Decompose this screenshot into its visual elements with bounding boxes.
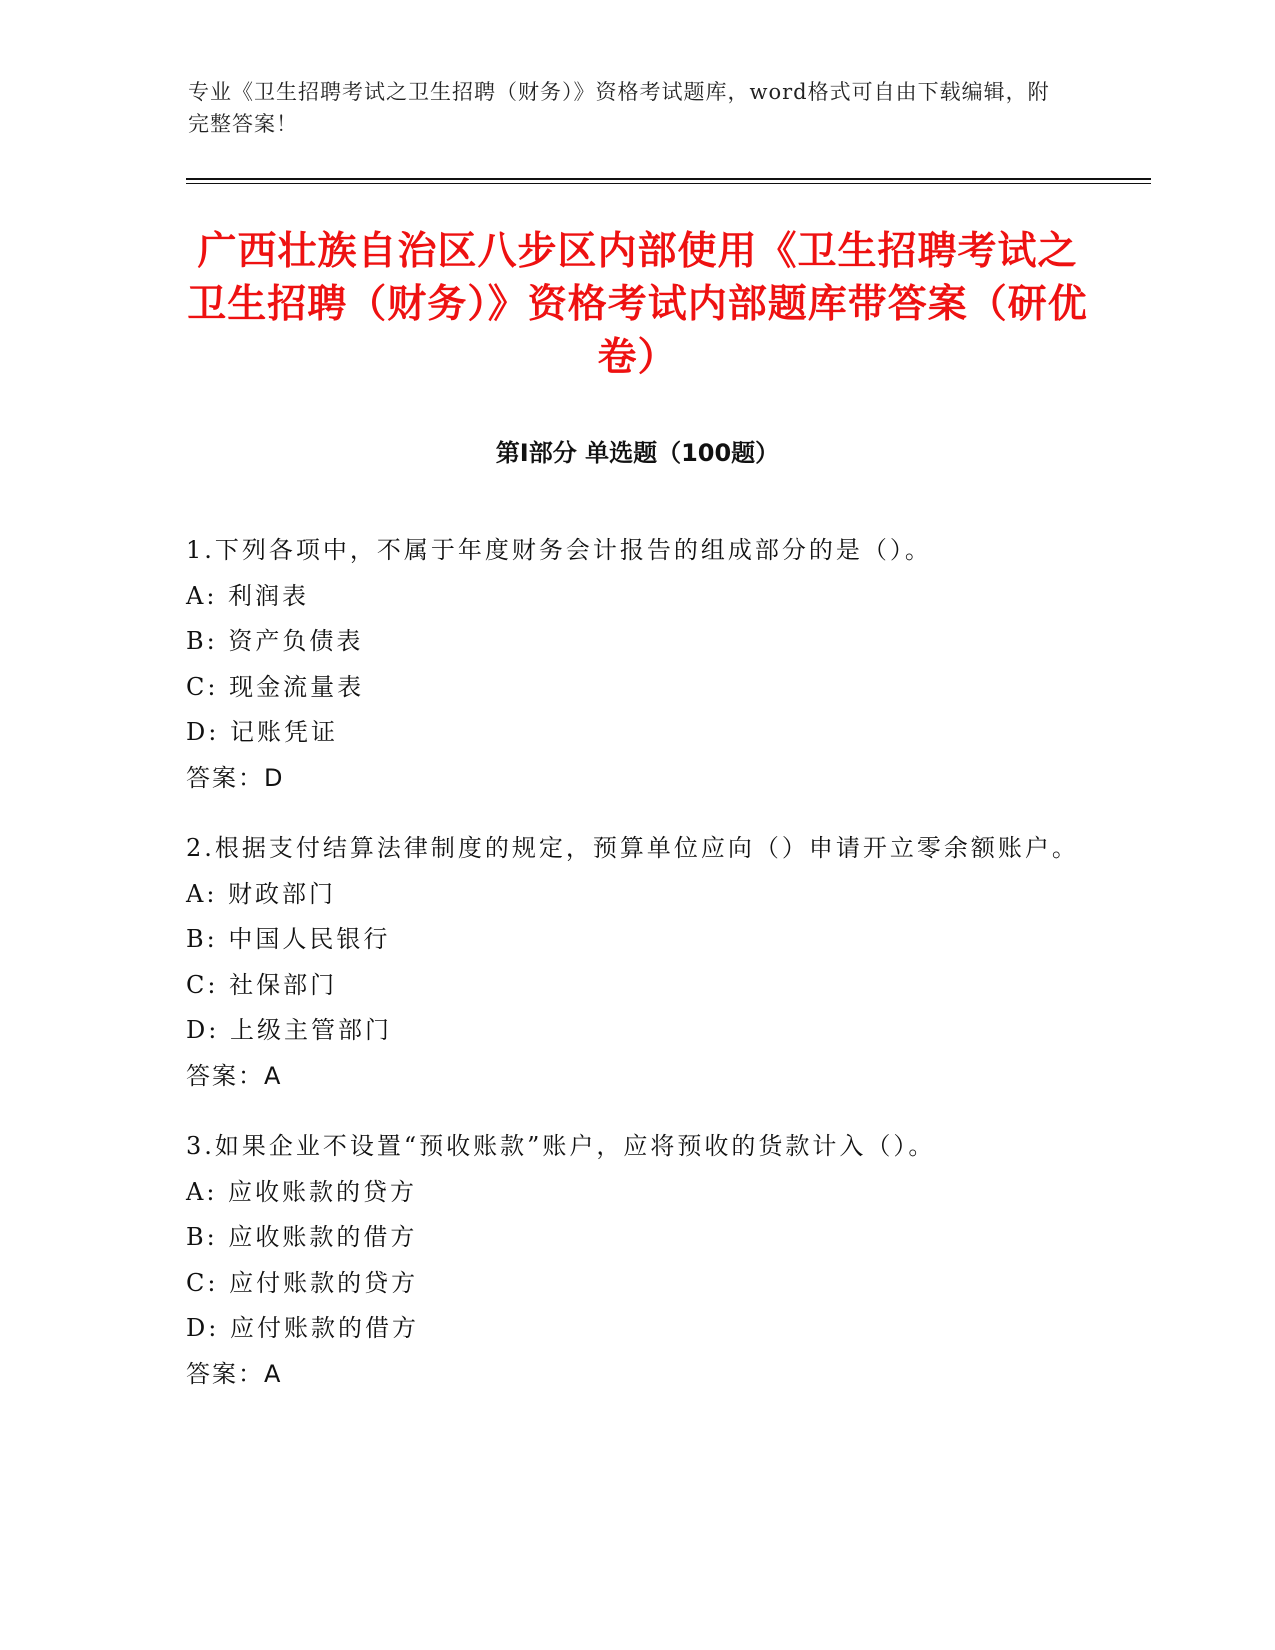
header-divider-thick [186,178,1151,180]
question-stem: 3.如果企业不设置“预收账款”账户，应将预收的货款计入（）。 [186,1132,936,1160]
question-2 [186,826,1086,1099]
option-b: B: 资产负债表 [186,627,364,655]
answer-line: 答案：D [186,763,285,792]
answer-line: 答案：A [186,1359,283,1388]
question-3 [186,1124,1086,1397]
option-c: C: 社保部门 [186,970,338,999]
option-d: D: 记账凭证 [186,718,338,746]
question-stem: 2.根据支付结算法律制度的规定，预算单位应向（）申请开立零余额账户。 [186,834,1079,862]
option-d: D: 上级主管部门 [186,1016,392,1044]
question-1 [186,528,1086,801]
document-title: 广西壮族自治区八步区内部使用《卫生招聘考试之卫生招聘（财务）》资格考试内部题库带答案（研优卷） [187,229,1088,380]
question-list [186,528,1086,1422]
option-c: C: 现金流量表 [186,672,365,701]
answer-line: 答案：A [186,1061,283,1090]
option-b: B: 应收账款的借方 [186,1223,418,1251]
option-a: A: 应收账款的贷方 [186,1177,418,1206]
header-divider-thin [186,183,1151,184]
option-b: B: 中国人民银行 [186,925,391,953]
option-c: C: 应付账款的贷方 [186,1268,419,1297]
option-a: A: 利润表 [186,581,310,610]
option-d: D: 应付账款的借方 [186,1314,419,1342]
section-title: 第Ⅰ部分 单选题（100题） [495,439,780,467]
question-stem: 1.下列各项中，不属于年度财务会计报告的组成部分的是（）。 [186,536,932,564]
option-a: A: 财政部门 [186,879,337,908]
header-note: 专业《卫生招聘考试之卫生招聘（财务）》资格考试题库，word格式可自由下载编辑，附完整答案！ [188,80,1050,136]
